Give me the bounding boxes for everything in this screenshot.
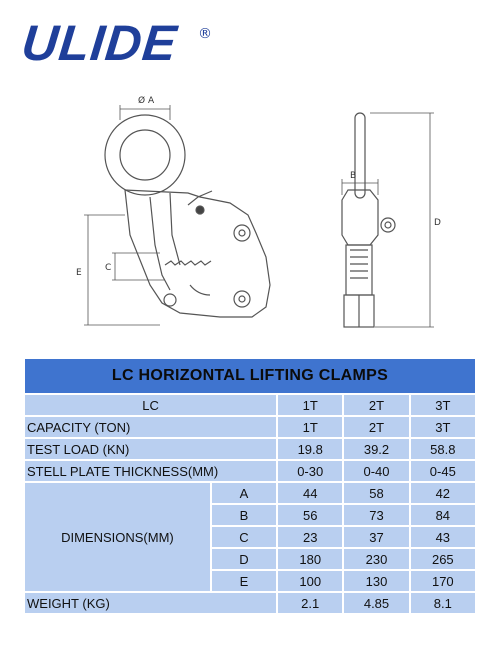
cell: 170 — [410, 570, 476, 592]
table-row — [24, 416, 476, 438]
spec-table — [23, 357, 477, 615]
dim-label-b: B — [350, 171, 357, 181]
cell: 0-40 — [343, 460, 409, 482]
pivot-hole-2 — [234, 291, 250, 307]
pivot-hole-1 — [234, 225, 250, 241]
header-model: 3T — [410, 394, 476, 416]
brand-logo — [19, 14, 212, 72]
table-title: LC HORIZONTAL LIFTING CLAMPS — [24, 358, 476, 394]
cell: 84 — [410, 504, 476, 526]
cell: 230 — [343, 548, 409, 570]
row-label: TEST LOAD (KN) — [24, 438, 277, 460]
cell: 58 — [343, 482, 409, 504]
table-header-row — [24, 394, 476, 416]
lifting-eye-inner — [120, 130, 170, 180]
header-model: 1T — [277, 394, 343, 416]
dim-label-a: Ø A — [138, 96, 155, 106]
row-label: WEIGHT (KG) — [24, 592, 277, 614]
jaw-teeth — [165, 261, 211, 265]
cell: 1T — [277, 416, 343, 438]
lifting-eye-outer — [105, 115, 185, 195]
dim-key: D — [211, 548, 277, 570]
cell: 2.1 — [277, 592, 343, 614]
cell: 23 — [277, 526, 343, 548]
table-row — [24, 592, 476, 614]
dim-label-d: D — [434, 218, 441, 228]
cell: 19.8 — [277, 438, 343, 460]
cell: 44 — [277, 482, 343, 504]
cell: 130 — [343, 570, 409, 592]
cell: 3T — [410, 416, 476, 438]
dim-key: A — [211, 482, 277, 504]
side-shackle — [355, 113, 365, 198]
table-row — [24, 482, 476, 504]
cell: 0-45 — [410, 460, 476, 482]
cell: 58.8 — [410, 438, 476, 460]
table-title-row — [24, 358, 476, 394]
table-row — [24, 438, 476, 460]
cell: 56 — [277, 504, 343, 526]
dim-key: E — [211, 570, 277, 592]
cell: 39.2 — [343, 438, 409, 460]
registered-mark: ® — [198, 26, 212, 42]
spring-pin — [196, 206, 204, 214]
cell: 0-30 — [277, 460, 343, 482]
dim-label-c: C — [105, 263, 112, 273]
dim-label-e: E — [76, 268, 82, 278]
table-row — [24, 460, 476, 482]
cell: 8.1 — [410, 592, 476, 614]
cell: 37 — [343, 526, 409, 548]
header-label: LC — [24, 394, 277, 416]
cell: 43 — [410, 526, 476, 548]
dimensions-label: DIMENSIONS(MM) — [24, 482, 211, 592]
pivot-hole-3 — [164, 294, 176, 306]
dim-key: C — [211, 526, 277, 548]
cell: 42 — [410, 482, 476, 504]
row-label: STELL PLATE THICKNESS(MM) — [24, 460, 277, 482]
cell: 73 — [343, 504, 409, 526]
cell: 2T — [343, 416, 409, 438]
brand-name: ULIDE — [19, 15, 180, 71]
clamp-technical-drawing — [70, 85, 440, 350]
row-label: CAPACITY (TON) — [24, 416, 277, 438]
cell: 100 — [277, 570, 343, 592]
dim-key: B — [211, 504, 277, 526]
header-model: 2T — [343, 394, 409, 416]
cell: 4.85 — [343, 592, 409, 614]
cell: 265 — [410, 548, 476, 570]
cell: 180 — [277, 548, 343, 570]
